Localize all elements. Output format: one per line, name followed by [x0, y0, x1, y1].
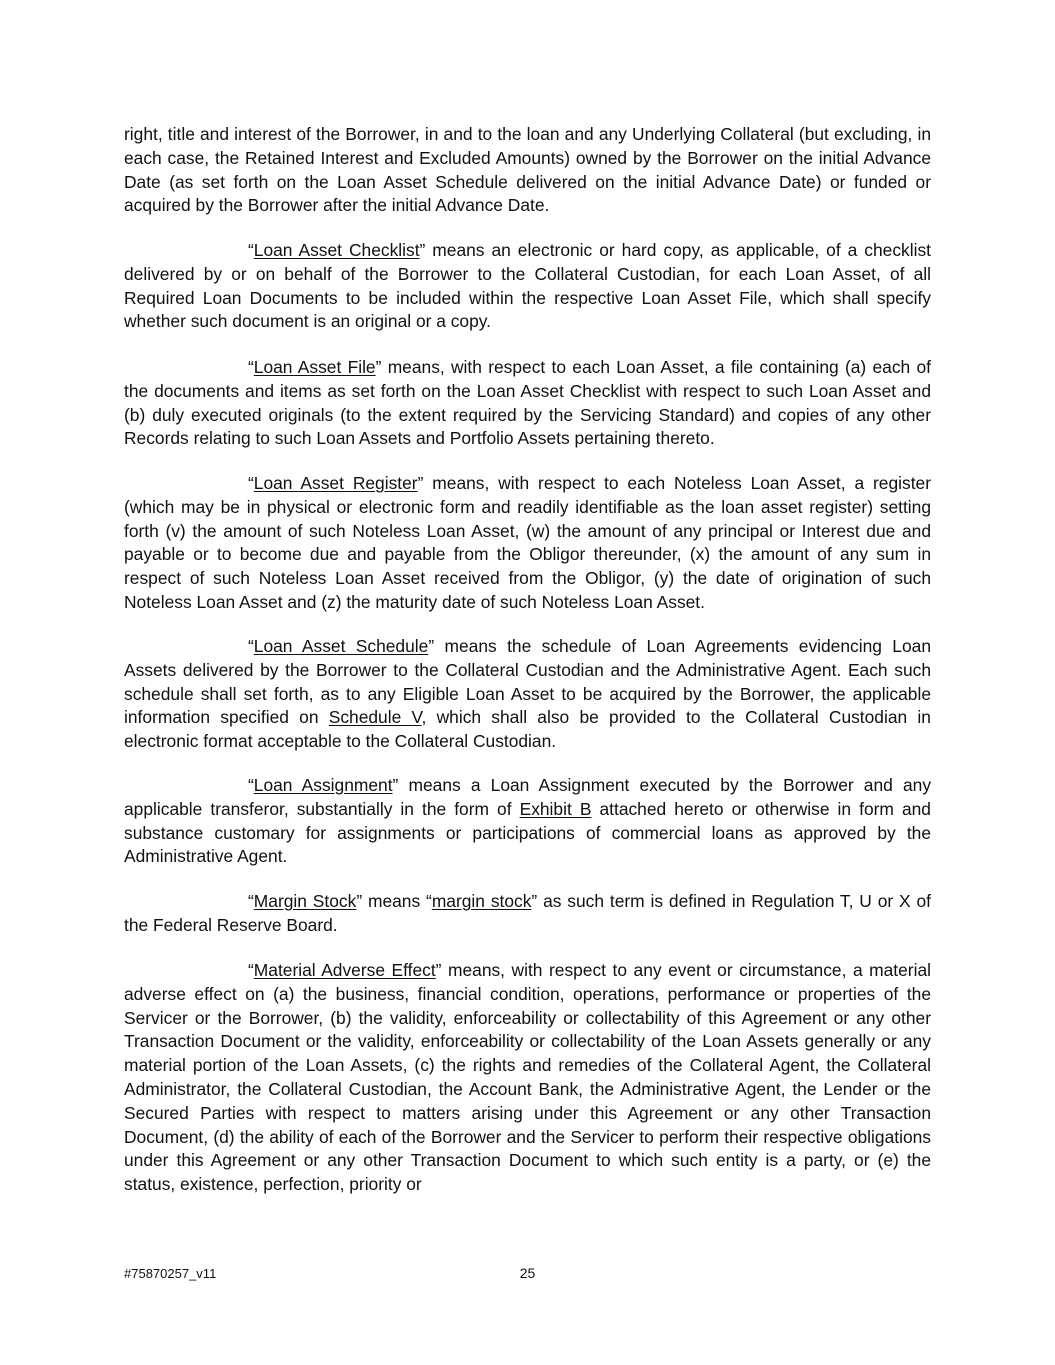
close-quote: ” [375, 357, 382, 377]
defined-term: Material Adverse Effect [253, 960, 436, 980]
schedule-reference: Schedule V [328, 707, 422, 728]
definition-loan-asset-file [124, 356, 931, 451]
defined-term: Loan Asset File [253, 357, 376, 377]
paragraph-continuation [124, 123, 931, 218]
defined-term-quoted: margin stock [431, 891, 532, 911]
close-quote: ” [435, 960, 442, 980]
definition-text: ” as such term is defined in Regulation T, U or X of the Federal Reserve Board. [124, 891, 932, 935]
definition-text: means a Loan Assignment executed by the Borrower and any applicable transferor, substantially in the form of [124, 775, 932, 819]
paragraph-text: right, title and interest of the Borrower, in and to the loan and any Underlying Collateral (but excluding, in each case, the Retained Interest and Excluded Amounts) owned by the Borrower on the initial Advance Date (as set forth on the Loan Asset Schedule delivered on the initial Advance Date) or funded or acquired by the Borrower after the initial Advance Date. [124, 124, 931, 216]
open-quote: “ [248, 473, 254, 493]
close-quote: ” [428, 636, 435, 656]
definition-loan-asset-schedule [124, 635, 931, 754]
definition-loan-assignment [124, 774, 931, 869]
open-quote: “ [248, 960, 254, 980]
open-quote: “ [248, 357, 254, 377]
close-quote: ” [417, 473, 424, 493]
definition-text: means, with respect to any event or circumstance, a material adverse effect on (a) the business, financial condition, operations, performance or properties of the Servicer or the Borrower, (b) the validity, enforceability or collectability of this Agreement or any other Transaction Document or the validity, enforceability or collectability of the Loan Assets generally or any material portion of the Loan Assets, (c) the rights and remedies of the Collateral Agent, the Collateral Administrator, the Collateral Custodian, the Account Bank, the Administrative Agent, the Lender or the Secured Parties with respect to matters arising under this Agreement or any other Transaction Document, (d) the ability of each of the Borrower and the Servicer to perform their respective obligations under this Agreement or any other Transaction Document to which such entity is a party, or (e) the status, existence, perfection, priority or [124, 960, 931, 1195]
defined-term: Loan Asset Register [253, 473, 418, 493]
definition-text: means the schedule of Loan Agreements evidencing Loan Assets delivered by the Borrower to the Collateral Custodian and the Administrative Agent. Each such schedule shall set forth, as to any Eligible Loan Asset to be acquired by the Borrower, the applicable information specified on [124, 636, 931, 728]
definition-text: means, with respect to each Noteless Loan Asset, a register (which may be in physical or electronic form and readily identifiable as the loan asset register) setting forth (v) the amount of such Noteless Loan Asset, (w) the amount of any principal or Interest due and payable or to become due and payable from the Obligor thereunder, (x) the amount of any sum in respect of such Noteless Loan Asset received from the Obligor, (y) the date of origination of such Noteless Loan Asset and (z) the maturity date of such Noteless Loan Asset. [124, 473, 932, 612]
definition-margin-stock [124, 890, 931, 938]
open-quote: “ [248, 891, 254, 911]
defined-term: Loan Assignment [253, 775, 393, 795]
defined-term: Margin Stock [253, 891, 357, 911]
definition-text: means “ [362, 891, 432, 911]
defined-term: Loan Asset Schedule [253, 636, 429, 656]
definition-text: , which shall also be provided to the Collateral Custodian in electronic format acceptable to the Collateral Custodian. [124, 707, 931, 752]
definition-text: attached hereto or otherwise in form and substance customary for assignments or participations of commercial loans as approved by the Administrative Agent. [124, 798, 931, 867]
document-id: #75870257_v11 [124, 1266, 217, 1281]
exhibit-reference: Exhibit B [519, 798, 592, 819]
page-number: 25 [519, 1265, 536, 1281]
close-quote: ” [419, 240, 426, 260]
close-quote: ” [392, 775, 399, 795]
open-quote: “ [248, 775, 254, 795]
open-quote: “ [248, 636, 254, 656]
open-quote: “ [248, 240, 254, 260]
close-quote: ” [356, 891, 363, 911]
defined-term: Loan Asset Checklist [253, 240, 420, 260]
definition-text: means an electronic or hard copy, as applicable, of a checklist delivered by or on behalf of the Borrower to the Collateral Custodian, for each Loan Asset, of all Required Loan Documents to be included within the respective Loan Asset File, which shall specify whether such document is an original or a copy. [124, 240, 931, 332]
definition-text: means, with respect to each Loan Asset, a file containing (a) each of the documents and items as set forth on the Loan Asset Checklist with respect to such Loan Asset and (b) duly executed originals (to the extent required by the Servicing Standard) and copies of any other Records relating to such Loan Assets and Portfolio Assets pertaining thereto. [124, 357, 931, 449]
definition-loan-asset-register [124, 472, 931, 615]
definition-material-adverse-effect [124, 959, 931, 1197]
definition-loan-asset-checklist [124, 239, 931, 334]
